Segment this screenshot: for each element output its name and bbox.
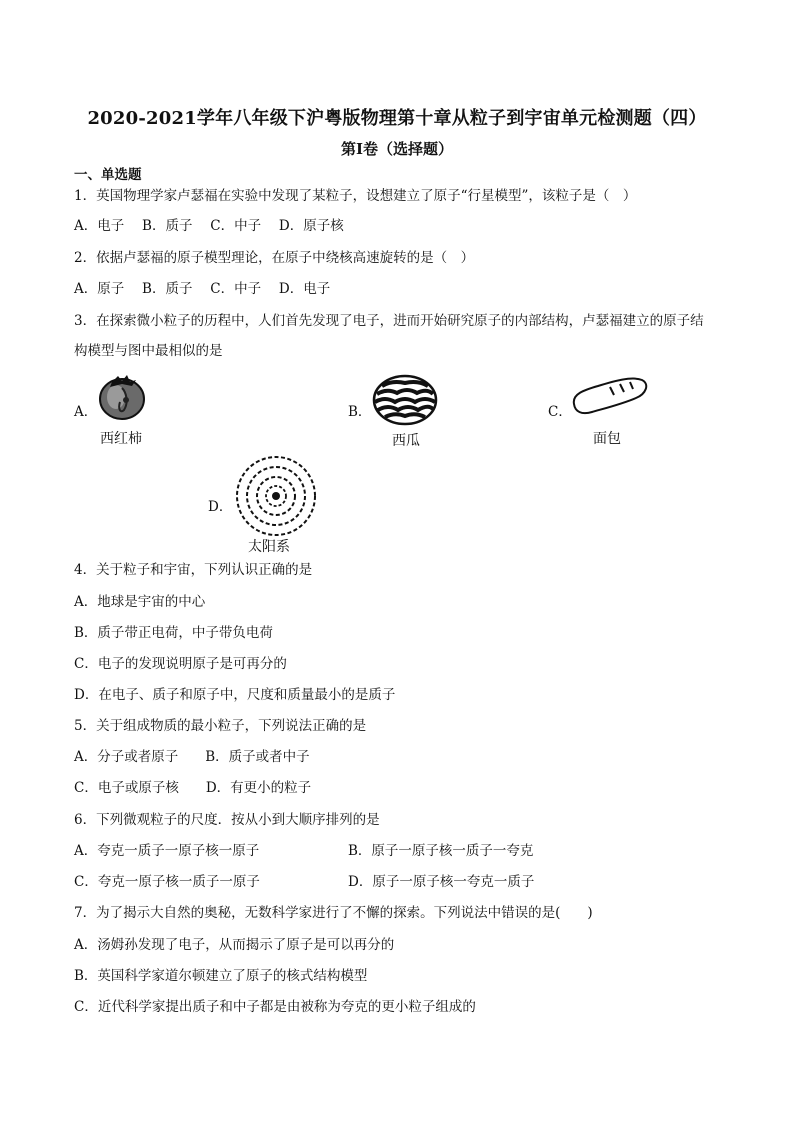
question-5-stem: 5．关于组成物质的最小粒子，下列说法正确的是 [74,718,367,734]
watermelon-image [372,374,438,426]
question-4-option-b: B．质子带正电荷，中子带负电荷 [74,625,273,641]
question-3-stem-line1: 3．在探索微小粒子的历程中，人们首先发现了电子，进而开始研究原子的内部结构，卢瑟福建立的原子结 [74,313,704,329]
option-d-caption: 太阳系 [248,539,290,555]
tomato-image [96,372,148,422]
option-b-label: B． [348,404,372,420]
question-7-option-b: B．英国科学家道尔顿建立了原子的核式结构模型 [74,968,368,984]
section-heading: 一、单选题 [74,167,142,183]
question-1-stem: 1．英国物理学家卢瑟福在实验中发现了某粒子，设想建立了原子“行星模型”，该粒子是（ ） [74,188,637,204]
option-c-label: C． [548,404,572,420]
option-b-caption: 西瓜 [392,433,420,449]
question-6-stem: 6．下列微观粒子的尺度．按从小到大顺序排列的是 [74,812,380,828]
question-4-option-a: A．地球是宇宙的中心 [74,594,206,610]
question-4-stem: 4．关于粒子和宇宙，下列认识正确的是 [74,562,313,578]
question-6-option-c: C．夸克一原子核一质子一原子 [74,874,260,890]
page-title: 2020-2021学年八年级下沪粤版物理第十章从粒子到宇宙单元检测题（四） [87,108,707,129]
question-7-option-a: A．汤姆孙发现了电子，从而揭示了原子是可以再分的 [74,937,395,953]
question-6-option-b: B．原子一原子核一质子一夸克 [348,843,534,859]
question-7-option-c: C．近代科学家提出质子和中子都是由被称为夸克的更小粒子组成的 [74,999,476,1015]
option-a-caption: 西红柿 [100,431,142,447]
question-6-option-a: A．夸克一质子一原子核一原子 [74,843,260,859]
page-subtitle: 第I卷（选择题） [340,140,454,158]
question-1-options: A．电子 B．质子 C．中子 D．原子核 [74,218,344,234]
question-3-stem-line2: 构模型与图中最相似的是 [74,343,223,359]
bread-image [570,374,650,418]
question-7-stem: 7．为了揭示大自然的奥秘，无数科学家进行了不懈的探索。下列说法中错误的是( ) [74,905,593,921]
option-d-label: D． [208,499,233,515]
solar-system-image [234,454,318,538]
question-2-stem: 2．依据卢瑟福的原子模型理论，在原子中绕核高速旋转的是（ ） [74,250,475,266]
question-2-options: A．原子 B．质子 C．中子 D．电子 [74,281,331,297]
option-c-caption: 面包 [593,431,621,447]
question-5-options-ab: A．分子或者原子 B．质子或者中子 [74,749,310,765]
question-4-option-c: C．电子的发现说明原子是可再分的 [74,656,287,672]
option-a-label: A． [74,404,98,420]
question-5-options-cd: C．电子或原子核 D．有更小的粒子 [74,780,312,796]
question-4-option-d: D．在电子、质子和原子中，尺度和质量最小的是质子 [74,687,396,703]
question-6-option-d: D．原子一原子核一夸克一质子 [348,874,535,890]
